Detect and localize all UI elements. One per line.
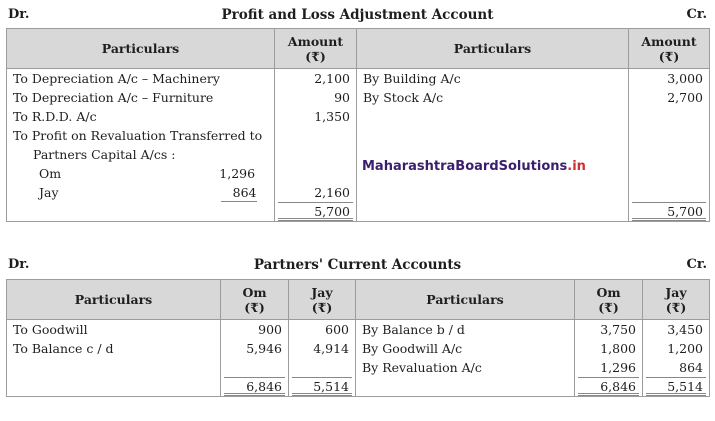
pc-debit-jay: 600 bbox=[289, 320, 356, 340]
pl-partner-name: Jay bbox=[39, 185, 59, 200]
site-watermark bbox=[362, 159, 586, 174]
pl-credit-particulars-header: Particulars bbox=[357, 29, 629, 69]
pl-partner-share: 864 bbox=[177, 183, 257, 202]
pc-debit-om-currency: (₹) bbox=[244, 299, 265, 315]
pl-credit-amount: 3,000 bbox=[629, 69, 710, 89]
table-row bbox=[7, 164, 710, 183]
table-row bbox=[7, 126, 710, 145]
table-row bbox=[7, 88, 710, 107]
pl-debit-amount: 90 bbox=[275, 88, 357, 107]
pc-credit-particular: By Revaluation A/c bbox=[356, 358, 575, 377]
pc-cr-label: Cr. bbox=[686, 257, 707, 272]
pc-account-header bbox=[0, 254, 715, 274]
pl-credit-amount-label: Amount bbox=[641, 33, 697, 49]
pl-partner-name: Om bbox=[39, 166, 62, 181]
watermark-suffix: .in bbox=[567, 159, 586, 174]
pc-debit-jay-label: Jay bbox=[311, 284, 333, 300]
table-row bbox=[7, 358, 710, 377]
pl-account-header bbox=[0, 4, 715, 24]
table-row bbox=[7, 339, 710, 358]
pl-account-title: Profit and Loss Adjustment Account bbox=[221, 7, 494, 23]
pc-debit-jay-currency: (₹) bbox=[311, 299, 333, 315]
table-row bbox=[7, 183, 710, 202]
pc-debit-particulars-header: Particulars bbox=[7, 280, 221, 320]
pl-dr-label: Dr. bbox=[8, 7, 30, 22]
pl-debit-partner-row bbox=[7, 164, 275, 183]
pl-debit-amount: 2,160 bbox=[275, 183, 357, 202]
pc-debit-total-jay: 5,514 bbox=[289, 377, 356, 397]
pc-debit-particular: To Goodwill bbox=[7, 320, 221, 340]
pl-debit-particulars-header: Particulars bbox=[7, 29, 275, 69]
pl-debit-currency: (₹) bbox=[305, 48, 326, 64]
pl-debit-particular: To Profit on Revaluation Transferred to bbox=[7, 126, 275, 145]
pl-debit-amount-header bbox=[275, 29, 357, 69]
pl-debit-particular: To Depreciation A/c – Machinery bbox=[7, 69, 275, 89]
pc-credit-particular: By Balance b / d bbox=[356, 320, 575, 340]
pc-credit-jay-label: Jay bbox=[665, 284, 687, 300]
pc-credit-jay: 3,450 bbox=[643, 320, 710, 340]
pl-credit-currency: (₹) bbox=[658, 48, 680, 64]
pl-debit-amount: 1,350 bbox=[275, 107, 357, 126]
pl-debit-amount-label: Amount bbox=[287, 33, 344, 49]
pc-dr-label: Dr. bbox=[8, 257, 30, 272]
pl-debit-partner-row bbox=[7, 183, 275, 202]
pl-credit-total: 5,700 bbox=[629, 202, 710, 222]
pc-debit-om: 5,946 bbox=[221, 339, 289, 358]
pl-debit-total: 5,700 bbox=[275, 202, 357, 222]
table-row bbox=[7, 377, 710, 397]
pc-account-title: Partners' Current Accounts bbox=[253, 257, 462, 273]
pc-credit-jay-currency: (₹) bbox=[665, 299, 687, 315]
pc-credit-jay: 864 bbox=[643, 358, 710, 377]
pc-debit-jay: 4,914 bbox=[289, 339, 356, 358]
pc-debit-total-om: 6,846 bbox=[221, 377, 289, 397]
pc-credit-om-currency: (₹) bbox=[598, 299, 619, 315]
pc-credit-particulars-header: Particulars bbox=[356, 280, 575, 320]
table-row bbox=[7, 320, 710, 340]
pc-debit-om-label: Om bbox=[242, 284, 267, 300]
pl-credit-particular: By Building A/c bbox=[357, 69, 629, 89]
pc-credit-jay: 1,200 bbox=[643, 339, 710, 358]
pc-credit-particular: By Goodwill A/c bbox=[356, 339, 575, 358]
pc-credit-total-om: 6,846 bbox=[575, 377, 643, 397]
pc-debit-om-header bbox=[221, 280, 289, 320]
pl-credit-amount-header bbox=[629, 29, 710, 69]
watermark-main: MaharashtraBoardSolutions bbox=[362, 159, 568, 174]
table-row bbox=[7, 107, 710, 126]
pl-credit-particular: By Stock A/c bbox=[357, 88, 629, 107]
pc-credit-total-jay: 5,514 bbox=[643, 377, 710, 397]
pc-debit-jay-header bbox=[289, 280, 356, 320]
pc-credit-om: 3,750 bbox=[575, 320, 643, 340]
pc-credit-om-label: Om bbox=[596, 284, 621, 300]
pl-debit-particular: To Depreciation A/c – Furniture bbox=[7, 88, 275, 107]
pl-partner-share: 1,296 bbox=[219, 166, 256, 181]
pc-credit-om: 1,800 bbox=[575, 339, 643, 358]
pl-debit-particular: Partners Capital A/cs : bbox=[7, 145, 275, 164]
pl-debit-amount: 2,100 bbox=[275, 69, 357, 89]
table-row bbox=[7, 145, 710, 164]
pl-cr-label: Cr. bbox=[686, 7, 707, 22]
pc-debit-particular: To Balance c / d bbox=[7, 339, 221, 358]
table-row bbox=[7, 202, 710, 222]
pc-debit-om: 900 bbox=[221, 320, 289, 340]
pl-debit-particular: To R.D.D. A/c bbox=[7, 107, 275, 126]
pl-adjustment-table bbox=[6, 28, 710, 222]
pc-credit-om-header bbox=[575, 280, 643, 320]
pc-credit-jay-header bbox=[643, 280, 710, 320]
pc-credit-om: 1,296 bbox=[575, 358, 643, 377]
table-row bbox=[7, 69, 710, 89]
pl-credit-amount: 2,700 bbox=[629, 88, 710, 107]
partners-current-table bbox=[6, 279, 710, 397]
